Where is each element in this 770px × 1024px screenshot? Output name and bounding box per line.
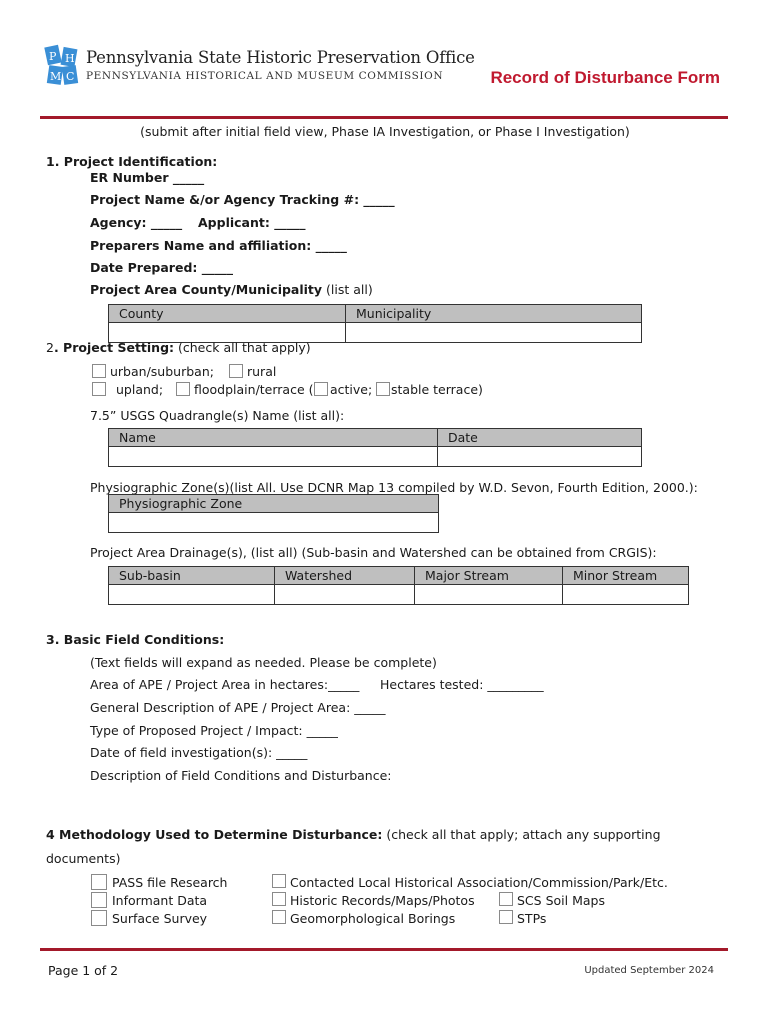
watershed-header: Watershed: [275, 567, 415, 585]
svg-text:H: H: [65, 52, 75, 65]
quad-date-header: Date: [438, 429, 642, 447]
date-field-investigation[interactable]: Date of field investigation(s): _____: [90, 745, 308, 760]
section3-heading: 3. Basic Field Conditions:: [46, 632, 225, 647]
svg-text:M: M: [50, 70, 62, 83]
form-title: Record of Disturbance Form: [490, 68, 720, 87]
section2-number: 2: [46, 340, 54, 355]
section4-heading: [46, 827, 661, 842]
section2-heading: [46, 340, 311, 355]
municipality-cell[interactable]: [346, 323, 642, 343]
subbasin-header: Sub-basin: [109, 567, 275, 585]
floodplain-checkbox[interactable]: [176, 382, 190, 396]
section2-note: (check all that apply): [174, 340, 311, 355]
informant-checkbox[interactable]: [91, 892, 107, 908]
section4-note-cont: documents): [46, 851, 121, 866]
date-prepared-field[interactable]: Date Prepared: _____: [90, 260, 233, 275]
scs-soil-checkbox[interactable]: [499, 892, 513, 906]
informant-label: Informant Data: [112, 893, 208, 908]
surface-survey-checkbox[interactable]: [91, 910, 107, 926]
stable-terrace-checkbox[interactable]: [376, 382, 390, 396]
general-description-field[interactable]: General Description of APE / Project Area: _____: [90, 700, 386, 715]
phmc-logo: [44, 44, 80, 86]
upland-label: upland;: [116, 382, 164, 397]
active-checkbox[interactable]: [314, 382, 328, 396]
quad-label: 7.5” USGS Quadrangle(s) Name (list all):: [90, 408, 345, 423]
section1-heading: 1. Project Identification:: [46, 154, 218, 169]
quad-table: [108, 428, 642, 467]
major-stream-cell[interactable]: [415, 585, 563, 605]
upland-checkbox[interactable]: [92, 382, 106, 396]
description-field-conditions[interactable]: Description of Field Conditions and Disturbance:: [90, 768, 392, 783]
stps-label: STPs: [517, 911, 547, 926]
geomorph-checkbox[interactable]: [272, 910, 286, 924]
major-stream-header: Major Stream: [415, 567, 563, 585]
page-number: Page 1 of 2: [48, 963, 119, 978]
svg-text:C: C: [66, 70, 75, 83]
rural-checkbox[interactable]: [229, 364, 243, 378]
section3-note: (Text fields will expand as needed. Please be complete): [90, 655, 437, 670]
quad-name-header: Name: [109, 429, 438, 447]
rural-label: rural: [247, 364, 277, 379]
physio-cell[interactable]: [109, 513, 439, 533]
physio-table: [108, 494, 439, 533]
physio-label: Physiographic Zone(s)(list All. Use DCNR Map 13 compiled by W.D. Sevon, Fourth Edition, 2000.):: [90, 480, 698, 495]
drainage-table: [108, 566, 689, 605]
historic-records-checkbox[interactable]: [272, 892, 286, 906]
contacted-local-label: Contacted Local Historical Association/Commission/Park/Etc.: [290, 875, 668, 890]
header-rule: [40, 116, 728, 119]
active-label: active;: [330, 382, 373, 397]
pass-file-checkbox[interactable]: [91, 874, 107, 890]
contacted-local-checkbox[interactable]: [272, 874, 286, 888]
commission-name: PENNSYLVANIA HISTORICAL AND MUSEUM COMMISSION: [86, 70, 444, 82]
urban-label: urban/suburban;: [110, 364, 214, 379]
county-municipality-label: [90, 282, 373, 297]
stable-terrace-label: stable terrace): [391, 382, 483, 397]
quad-date-cell[interactable]: [438, 447, 642, 467]
preparers-field[interactable]: Preparers Name and affiliation: _____: [90, 238, 347, 253]
minor-stream-cell[interactable]: [563, 585, 689, 605]
county-header: County: [109, 305, 346, 323]
section4-note: (check all that apply; attach any supporting: [382, 827, 661, 842]
floodplain-label: floodplain/terrace (: [194, 382, 314, 397]
quad-name-cell[interactable]: [109, 447, 438, 467]
subbasin-cell[interactable]: [109, 585, 275, 605]
applicant-field[interactable]: Applicant: _____: [198, 215, 306, 230]
minor-stream-header: Minor Stream: [563, 567, 689, 585]
county-table: [108, 304, 642, 343]
area-ape-field[interactable]: Area of APE / Project Area in hectares:_____: [90, 677, 360, 692]
updated-date: Updated September 2024: [584, 965, 714, 976]
scs-soil-label: SCS Soil Maps: [517, 893, 605, 908]
geomorph-label: Geomorphological Borings: [290, 911, 456, 926]
watershed-cell[interactable]: [275, 585, 415, 605]
drainage-label: Project Area Drainage(s), (list all) (Sub-basin and Watershed can be obtained from CRGIS):: [90, 545, 657, 560]
urban-checkbox[interactable]: [92, 364, 106, 378]
agency-field[interactable]: Agency: _____: [90, 215, 183, 230]
municipality-header: Municipality: [346, 305, 642, 323]
form-subtitle: (submit after initial field view, Phase IA Investigation, or Phase I Investigation): [140, 124, 630, 139]
office-name: Pennsylvania State Historic Preservation Office: [86, 48, 475, 67]
stps-checkbox[interactable]: [499, 910, 513, 924]
historic-records-label: Historic Records/Maps/Photos: [290, 893, 475, 908]
er-number-field[interactable]: ER Number _____: [90, 170, 205, 185]
type-project-field[interactable]: Type of Proposed Project / Impact: _____: [90, 723, 338, 738]
pass-file-label: PASS file Research: [112, 875, 228, 890]
section2-title: . Project Setting:: [53, 340, 175, 355]
section4-title: 4 Methodology Used to Determine Disturbance:: [46, 827, 383, 842]
hectares-tested-field[interactable]: Hectares tested: _________: [380, 677, 544, 692]
county-label-rest: (list all): [322, 282, 373, 297]
footer-rule: [40, 948, 728, 951]
physio-header: Physiographic Zone: [109, 495, 439, 513]
surface-survey-label: Surface Survey: [112, 911, 208, 926]
svg-text:P: P: [49, 50, 57, 63]
project-name-field[interactable]: Project Name &/or Agency Tracking #: _____: [90, 192, 395, 207]
county-label-bold: Project Area County/Municipality: [90, 282, 323, 297]
